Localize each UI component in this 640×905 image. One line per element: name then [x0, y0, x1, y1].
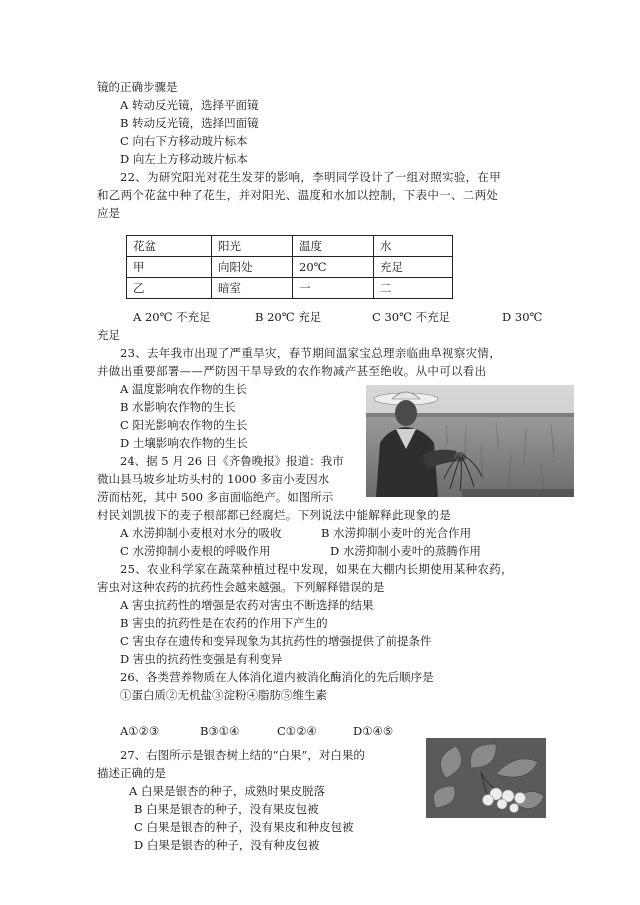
table-cell: 一	[293, 278, 374, 299]
question-24: 村民刘凯拔下的麦子根部都已经腐烂。下列说法中能解释此现象的是	[97, 508, 451, 522]
question-24: 涝而枯死，其中 500 多亩面临绝产。如图所示	[97, 490, 334, 504]
question-22: 和乙两个花盆中种了花生，并对阳光、温度和水加以控制，下表中一、二两处	[97, 188, 499, 202]
option: C 阳光影响农作物的生长	[120, 418, 248, 432]
option: D 害虫的抗药性变强是有利变异	[120, 652, 283, 666]
option: B 转动反光镜，选择凹面镜	[120, 116, 259, 130]
table-cell: 甲	[127, 257, 212, 278]
table-cell: 花盆	[127, 236, 212, 257]
option: B 白果是银杏的种子，没有果皮包被	[134, 802, 319, 816]
option: D 水涝抑制小麦叶的蒸腾作用	[330, 544, 481, 558]
table-header-row	[127, 236, 453, 257]
option: A 害虫抗药性的增强是农药对害虫不断选择的结果	[120, 598, 374, 612]
option: A 20℃ 不充足	[133, 310, 211, 324]
option: A 水涝抑制小麦根对水分的吸收	[120, 526, 282, 540]
option: D 向左上方移动玻片标本	[120, 152, 248, 166]
text-line: 镜的正确步骤是	[97, 80, 178, 94]
question-25: 害虫对这种农药的抗药性会越来越强。下列解释错误的是	[97, 580, 385, 594]
option: A 白果是银杏的种子，成熟时果皮脱落	[129, 784, 325, 798]
question-27: 27、右图所示是银杏树上结的“白果”，对白果的	[120, 748, 365, 762]
option: 充足	[97, 328, 120, 342]
option: C 水涝抑制小麦根的呼吸作用	[120, 544, 271, 558]
table-row	[127, 278, 453, 299]
option: D 30℃	[502, 310, 543, 324]
question-27: 描述正确的是	[97, 766, 166, 780]
question-24: 24、据 5 月 26 日《齐鲁晚报》报道：我市	[120, 454, 344, 468]
option: D 土壤影响农作物的生长	[120, 436, 248, 450]
table-cell: 暗室	[212, 278, 293, 299]
question-22: 应是	[97, 206, 120, 220]
option: C 害虫存在遗传和变异现象为其抗药性的增强提供了前提条件	[120, 634, 432, 648]
table-cell: 向阳处	[212, 257, 293, 278]
question-23: 23、去年我市出现了严重旱灾，春节期间温家宝总理亲临曲阜视察灾情，	[120, 346, 502, 360]
table-row	[127, 257, 453, 278]
question-25: 25、农业科学家在蔬菜种植过程中发现，如果在大棚内长期使用某种农药，	[120, 562, 513, 576]
ginkgo-photo	[426, 738, 546, 818]
ginkgo-image	[426, 738, 546, 818]
table-cell: 二	[374, 278, 453, 299]
option: A 温度影响农作物的生长	[120, 382, 247, 396]
question-22: 22、为研究阳光对花生发芽的影响，李明同学设计了一组对照实验，在甲	[120, 170, 502, 184]
option: D 白果是银杏的种子，没有种皮包被	[134, 838, 320, 852]
option: C 白果是银杏的种子，没有果皮和种皮包被	[134, 820, 354, 834]
option: B 害虫的抗药性是在农药的作用下产生的	[120, 616, 328, 630]
option: C①②④	[277, 724, 317, 738]
option: B 水涝抑制小麦叶的光合作用	[321, 526, 472, 540]
option: B③①④	[200, 724, 240, 738]
question-26: 26、各类营养物质在人体消化道内被消化酶消化的先后顺序是	[120, 670, 434, 684]
table-cell: 20℃	[293, 257, 374, 278]
option: B 20℃ 充足	[255, 310, 322, 324]
table-cell: 充足	[374, 257, 453, 278]
farmer-wheat-photo	[366, 385, 574, 497]
table-cell: 乙	[127, 278, 212, 299]
experiment-table	[126, 235, 453, 299]
table-cell: 水	[374, 236, 453, 257]
question-24: 微山县马坡乡址坊头村的 1000 多亩小麦因水	[97, 472, 330, 486]
table-cell: 温度	[293, 236, 374, 257]
option: C 向右下方移动玻片标本	[120, 134, 248, 148]
option: A 转动反光镜，选择平面镜	[120, 98, 259, 112]
option: D①④⑤	[353, 724, 394, 738]
farmer-wheat-image	[366, 385, 574, 497]
option: A①②③	[120, 724, 160, 738]
question-23: 并做出重要部署——严防因干旱导致的农作物减产甚至绝收。从中可以看出	[97, 364, 487, 378]
option: C 30℃ 不充足	[372, 310, 451, 324]
question-26: ①蛋白质②无机盐③淀粉④脂肪⑤维生素	[120, 688, 327, 702]
option: B 水影响农作物的生长	[120, 400, 236, 414]
table-cell: 阳光	[212, 236, 293, 257]
